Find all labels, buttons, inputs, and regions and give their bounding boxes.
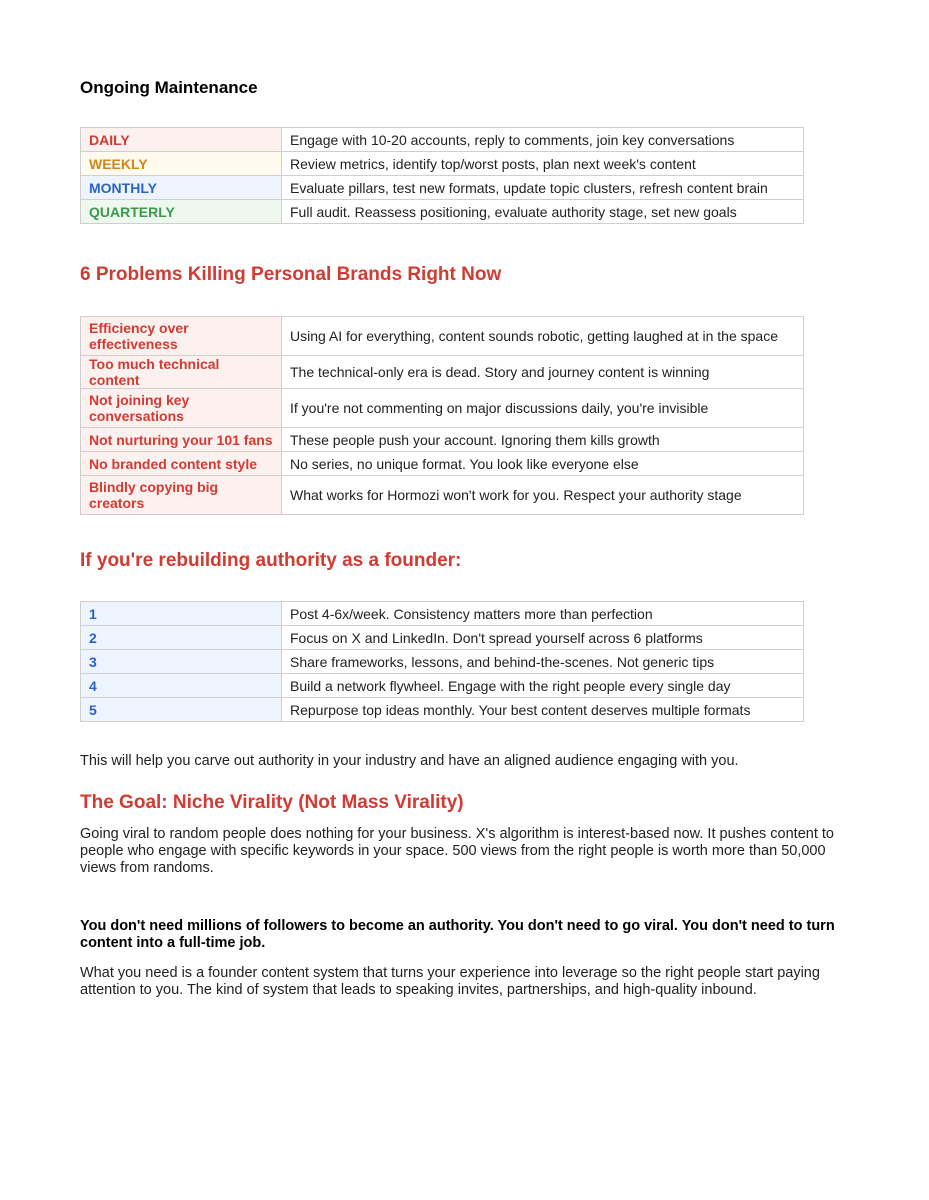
- table-row: [81, 128, 804, 152]
- table-row: [81, 389, 804, 428]
- founder-closing-text: This will help you carve out authority in your industry and have an aligned audience engaging with you.: [80, 753, 739, 769]
- table-row: [81, 602, 804, 626]
- table-row: [81, 152, 804, 176]
- table-row: [81, 356, 804, 389]
- maintenance-label-monthly: MONTHLY: [81, 176, 282, 200]
- step-text: Build a network flywheel. Engage with the right people every single day: [282, 674, 804, 698]
- table-row: [81, 428, 804, 452]
- table-row: [81, 650, 804, 674]
- step-number: 4: [81, 674, 282, 698]
- table-row: [81, 200, 804, 224]
- table-row: [81, 698, 804, 722]
- step-number: 2: [81, 626, 282, 650]
- problems-heading: 6 Problems Killing Personal Brands Right Now: [80, 264, 502, 285]
- table-row: [81, 452, 804, 476]
- maintenance-label-daily: DAILY: [81, 128, 282, 152]
- problem-text: The technical-only era is dead. Story and journey content is winning: [282, 356, 804, 389]
- problem-text: If you're not commenting on major discussions daily, you're invisible: [282, 389, 804, 428]
- table-row: [81, 674, 804, 698]
- maintenance-table: [80, 127, 804, 224]
- founder-steps-table: [80, 601, 804, 722]
- step-text: Focus on X and LinkedIn. Don't spread yourself across 6 platforms: [282, 626, 804, 650]
- maintenance-text-daily: Engage with 10-20 accounts, reply to comments, join key conversations: [282, 128, 804, 152]
- problem-text: Using AI for everything, content sounds robotic, getting laughed at in the space: [282, 317, 804, 356]
- conclusion-paragraph: What you need is a founder content system that turns your experience into leverage so the right people start paying attention to you. The kind of system that leads to speaking invites, partnerships, and high-quality inbound.: [80, 965, 820, 998]
- problem-text: What works for Hormozi won't work for you. Respect your authority stage: [282, 476, 804, 515]
- step-text: Post 4-6x/week. Consistency matters more than perfection: [282, 602, 804, 626]
- problem-label: Efficiency over effectiveness: [81, 317, 282, 356]
- table-row: [81, 626, 804, 650]
- founder-heading: If you're rebuilding authority as a founder:: [80, 550, 462, 571]
- step-number: 1: [81, 602, 282, 626]
- maintenance-text-weekly: Review metrics, identify top/worst posts, plan next week's content: [282, 152, 804, 176]
- step-text: Share frameworks, lessons, and behind-the-scenes. Not generic tips: [282, 650, 804, 674]
- problem-text: No series, no unique format. You look like everyone else: [282, 452, 804, 476]
- maintenance-label-weekly: WEEKLY: [81, 152, 282, 176]
- problem-label: Blindly copying big creators: [81, 476, 282, 515]
- table-row: [81, 476, 804, 515]
- table-row: [81, 317, 804, 356]
- step-text: Repurpose top ideas monthly. Your best content deserves multiple formats: [282, 698, 804, 722]
- problem-label: Too much technical content: [81, 356, 282, 389]
- goal-paragraph: Going viral to random people does nothing for your business. X's algorithm is interest-based now. It pushes content to people who engage with specific keywords in your space. 500 views from the right people is worth more than 50,000 views from randoms.: [80, 826, 834, 876]
- problem-text: These people push your account. Ignoring them kills growth: [282, 428, 804, 452]
- step-number: 3: [81, 650, 282, 674]
- maintenance-text-monthly: Evaluate pillars, test new formats, update topic clusters, refresh content brain: [282, 176, 804, 200]
- maintenance-heading: Ongoing Maintenance: [80, 78, 258, 97]
- problem-label: Not joining key conversations: [81, 389, 282, 428]
- step-number: 5: [81, 698, 282, 722]
- problem-label: Not nurturing your 101 fans: [81, 428, 282, 452]
- maintenance-text-quarterly: Full audit. Reassess positioning, evaluate authority stage, set new goals: [282, 200, 804, 224]
- table-row: [81, 176, 804, 200]
- conclusion-bold-text: You don't need millions of followers to become an authority. You don't need to go viral. You don't need to turn content into a full-time job.: [80, 918, 835, 951]
- maintenance-label-quarterly: QUARTERLY: [81, 200, 282, 224]
- goal-heading: The Goal: Niche Virality (Not Mass Virality): [80, 792, 464, 813]
- problems-table: [80, 316, 804, 515]
- problem-label: No branded content style: [81, 452, 282, 476]
